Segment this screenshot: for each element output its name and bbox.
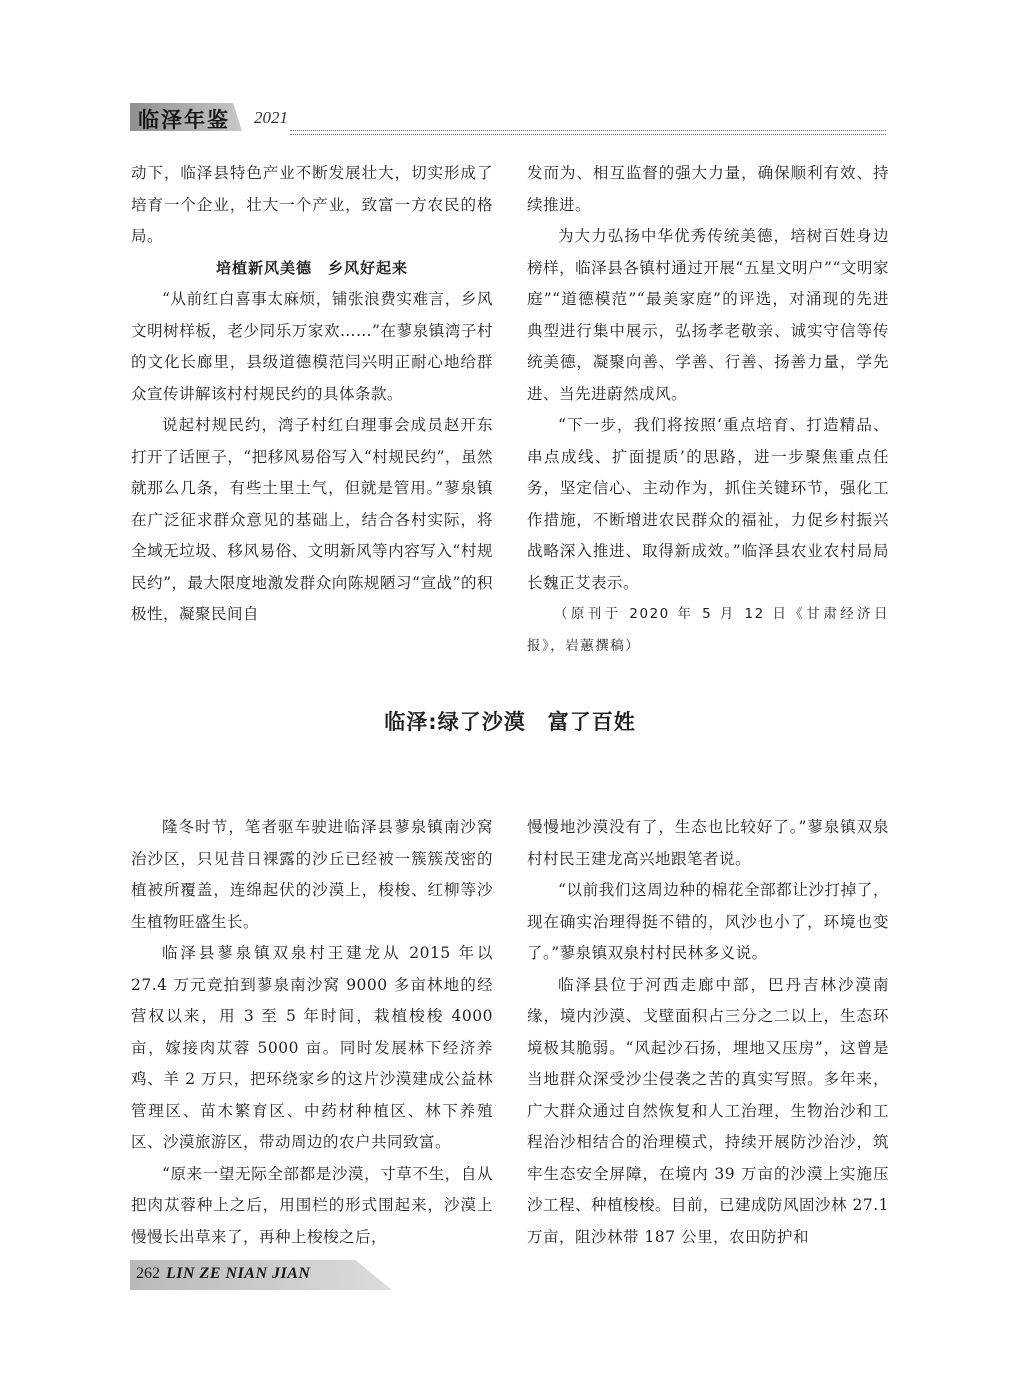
paragraph: “以前我们这周边种的棉花全部都让沙打掉了，现在确实治理得挺不错的，风沙也小了，环境也变了。”蓼泉镇双泉村村民林多义说。 bbox=[527, 881, 889, 962]
page-number: 262 bbox=[136, 1265, 160, 1282]
top-right-column bbox=[527, 158, 889, 662]
yearbook-title: 临泽年鉴 bbox=[138, 108, 230, 132]
running-title: LIN ZE NIAN JIAN bbox=[166, 1265, 311, 1282]
footer-text bbox=[136, 1265, 310, 1283]
paragraph: “原来一望无际全部都是沙漠，寸草不生，自从把肉苁蓉种上之后，用围栏的形式围起来，沙漠上慢慢长出草来了，再种上梭梭之后， bbox=[131, 1164, 493, 1246]
paragraph: “下一步，我们将按照‘重点培育、打造精品、串点成线、扩面提质’的思路，进一步聚焦重点任务，坚定信心、主动作为，抓住关键环节，强化工作措施，不断增进农民群众的福祉，力促乡村振兴战略深入推进、取得新成效。”临泽县农业农村局局长魏正艾表示。 bbox=[527, 416, 889, 592]
paragraph: 动下，临泽县特色产业不断发展壮大，切实形成了培育一个企业，壮大一个产业，致富一方农民的格局。 bbox=[131, 164, 493, 245]
page-footer bbox=[130, 1260, 392, 1290]
paragraph: 临泽县蓼泉镇双泉村王建龙从 2015 年以 27.4 万元竞拍到蓼泉南沙窝 9000 多亩林地的经营权以来，用 3 至 5 年时间，栽植梭梭 4000 亩，嫁接肉苁蓉 5000 亩。同时发展林下经济养鸡、羊 2 万只，把环绕家乡的这片沙漠建成公益林管理区、苗木繁育区、中药材种植区、林下养殖区、沙漠旅游区，带动周边的农户共同致富。 bbox=[131, 944, 493, 1151]
header-rule bbox=[290, 130, 886, 135]
source-note: （原刊于 2020 年 5 月 12 日《甘肃经济日报》，岩蕙撰稿） bbox=[527, 606, 889, 654]
yearbook-year: 2021 bbox=[254, 108, 288, 127]
bottom-right-column bbox=[527, 812, 889, 1253]
bottom-left-column bbox=[131, 812, 493, 1253]
paragraph: 为大力弘扬中华优秀传统美德，培树百姓身边榜样，临泽县各镇村通过开展“五星文明户”“文明家庭”“道德模范”“最美家庭”的评选，对涌现的先进典型进行集中展示，弘扬孝老敬亲、诚实守信等传统美德，凝聚向善、学善、行善、扬善力量，学先进、当先进蔚然成风。 bbox=[527, 227, 889, 403]
section-subheading: 培植新风美德 乡风好起来 bbox=[215, 258, 408, 277]
paragraph: 说起村规民约，湾子村红白理事会成员赵开东打开了话匣子，“把移风易俗写入“村规民约”，虽然就那么几条，有些土里土气，但就是管用。”蓼泉镇在广泛征求群众意见的基础上，结合各村实际，将全域无垃圾、移风易俗、文明新风等内容写入“村规民约”，最大限度地激发群众向陈规陋习“宣战”的积极性，凝聚民间自 bbox=[131, 416, 493, 623]
page-header bbox=[130, 100, 886, 136]
paragraph: “从前红白喜事太麻烦，铺张浪费实难言，乡风文明树样板，老少同乐万家欢……”在蓼泉镇湾子村的文化长廊里，县级道德模范闫兴明正耐心地给群众宣传讲解该村村规民约的具体条款。 bbox=[131, 290, 493, 403]
paragraph: 临泽县位于河西走廊中部，巴丹吉林沙漠南缘，境内沙漠、戈壁面积占三分之二以上，生态环境极其脆弱。“风起沙石扬，埋地又压房”，这曾是当地群众深受沙尘侵袭之苦的真实写照。多年来，广大群众通过自然恢复和人工治理，生物治沙和工程治沙相结合的治理模式，持续开展防沙治沙，筑牢生态安全屏障，在境内 39 万亩的沙漠上实施压沙工程、种植梭梭。目前，已建成防风固沙林 27.1 万亩，阻沙林带 187 公里，农田防护和 bbox=[527, 975, 889, 1246]
article-title: 临泽:绿了沙漠 富了百姓 bbox=[384, 710, 636, 734]
paragraph: 隆冬时节，笔者驱车驶进临泽县蓼泉镇南沙窝治沙区，只见昔日裸露的沙丘已经被一簇簇茂密的植被所覆盖，连绵起伏的沙漠上，梭梭、红柳等沙生植物旺盛生长。 bbox=[131, 818, 493, 931]
top-left-column bbox=[131, 158, 493, 631]
paragraph: 发而为、相互监督的强大力量，确保顺利有效、持续推进。 bbox=[527, 164, 889, 214]
paragraph: 慢慢地沙漠没有了，生态也比较好了。”蓼泉镇双泉村村民王建龙高兴地跟笔者说。 bbox=[527, 818, 889, 868]
